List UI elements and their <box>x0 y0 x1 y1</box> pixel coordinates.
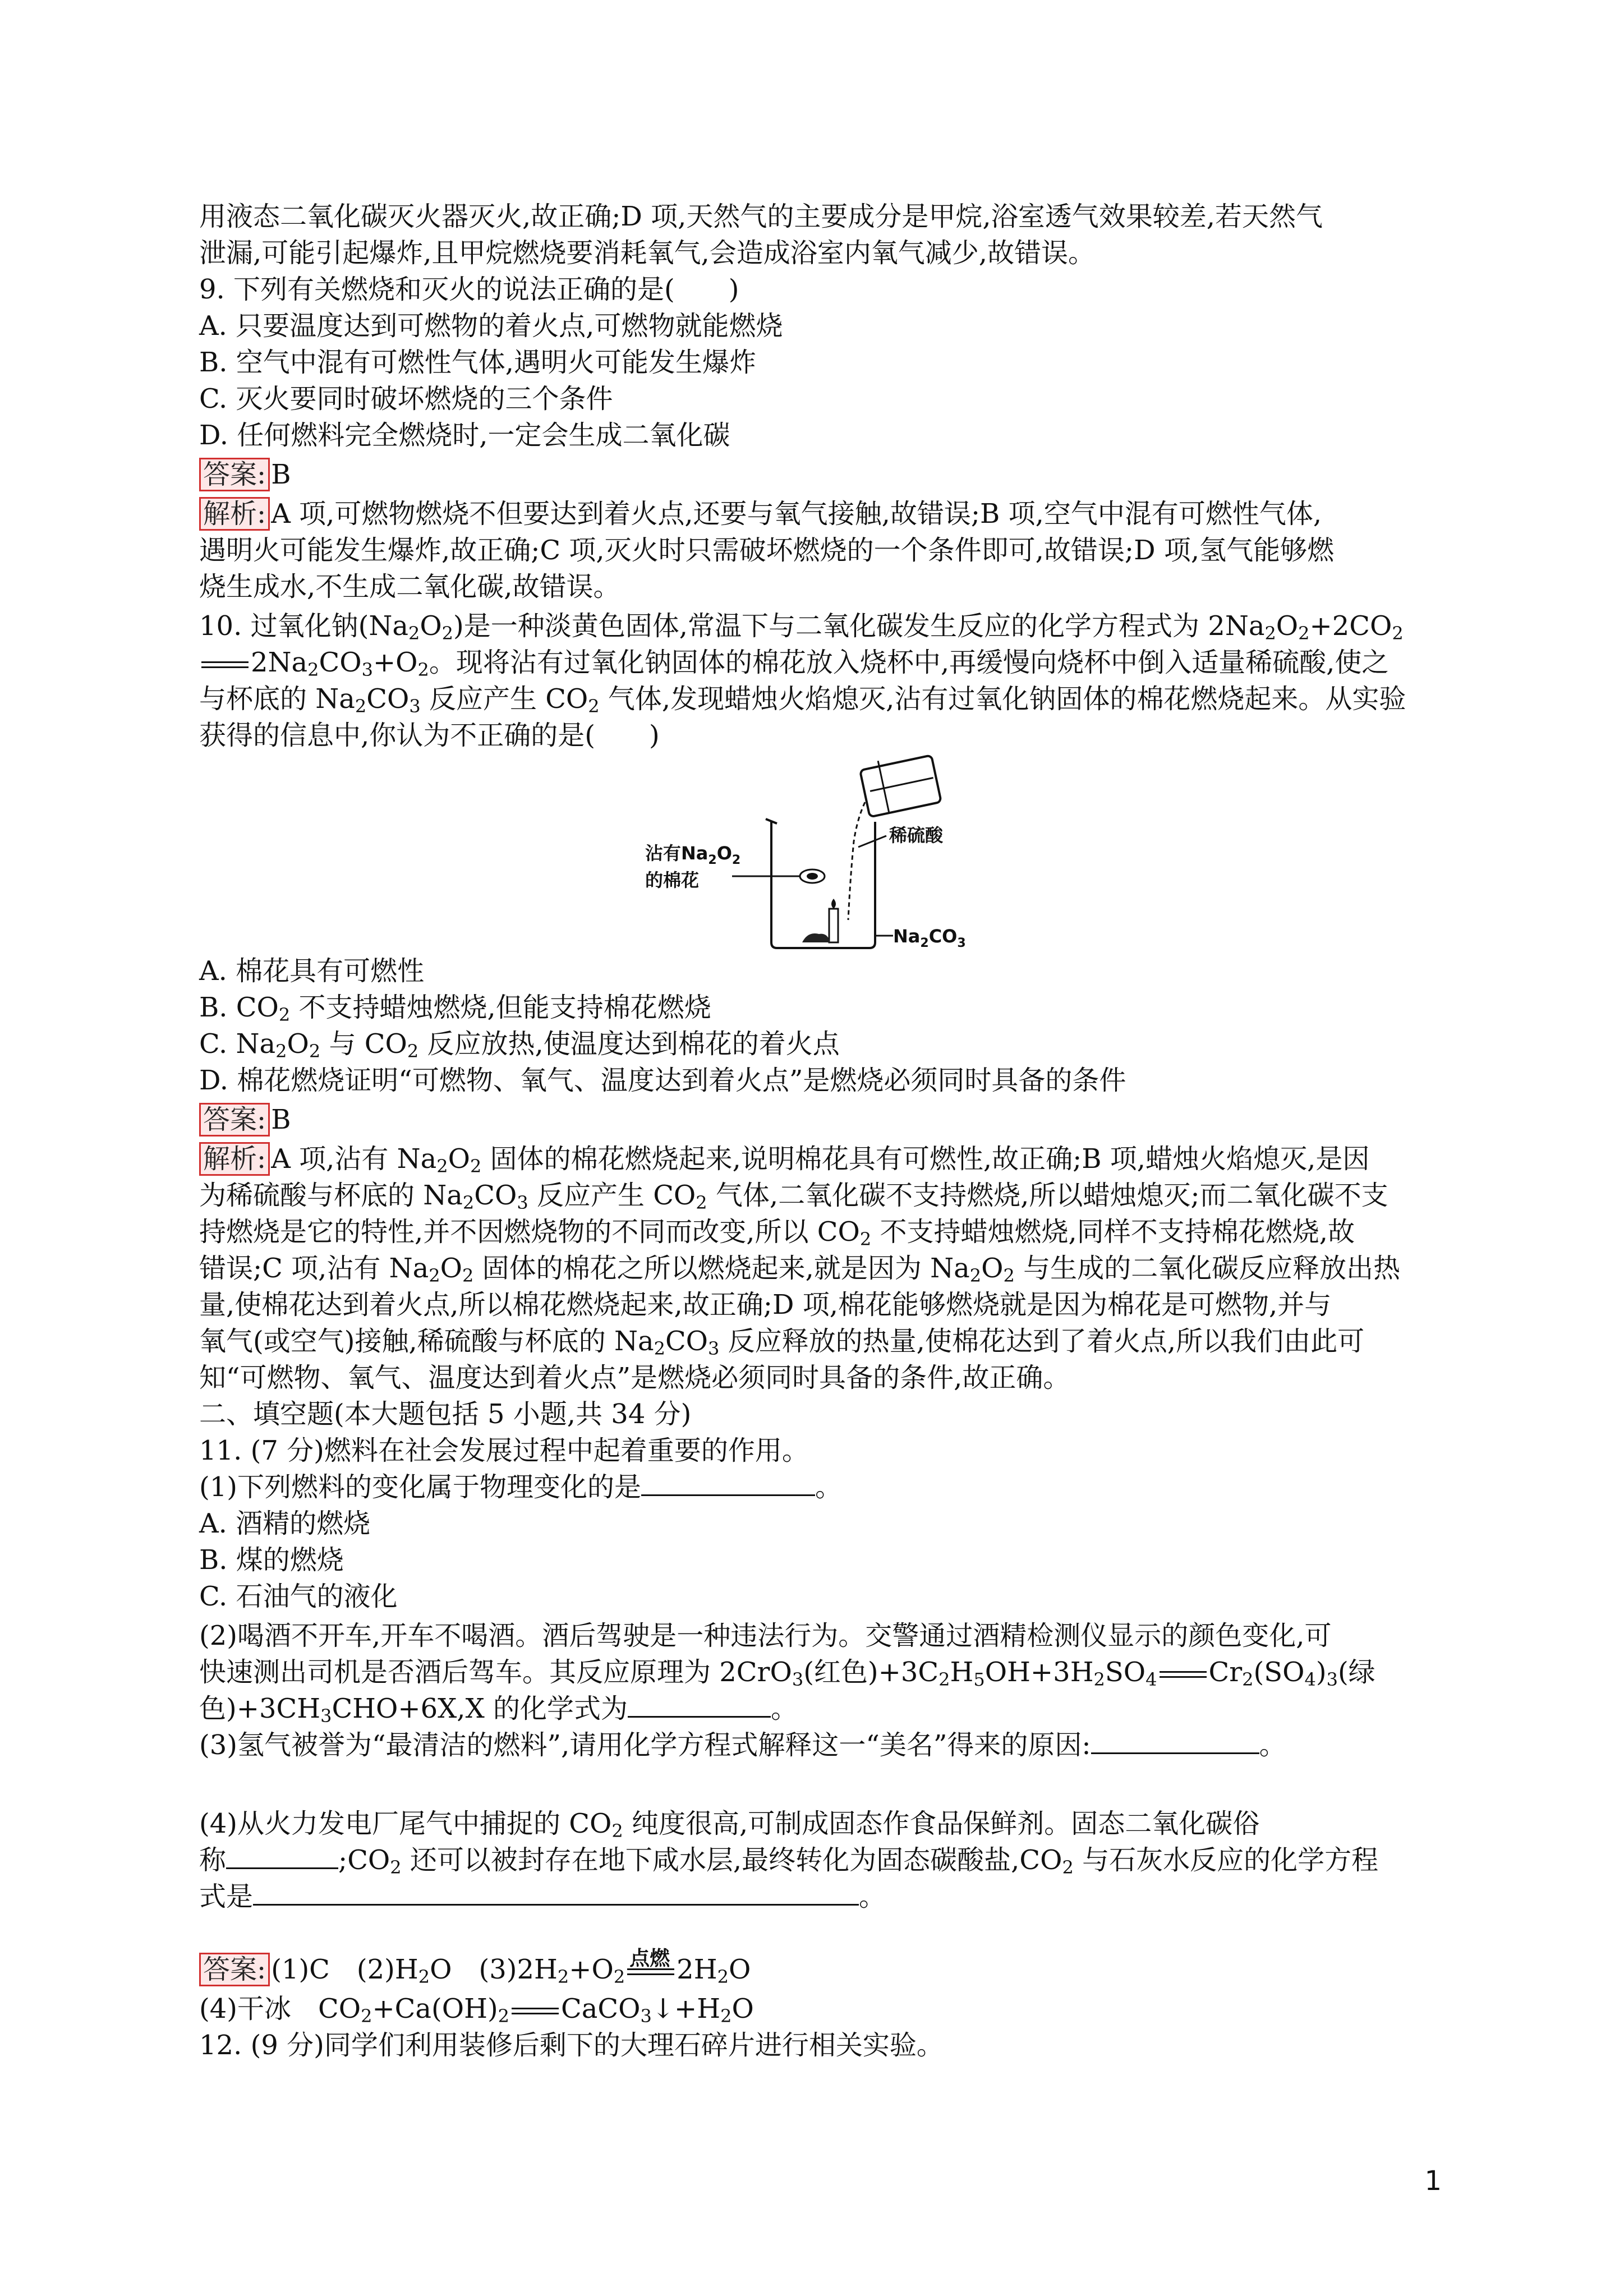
option-c: C. 灭火要同时破坏燃烧的三个条件 <box>199 383 613 415</box>
option-d: D. 棉花燃烧证明“可燃物、氧气、温度达到着火点”是燃烧必须同时具备的条件 <box>199 1065 1126 1096</box>
option-a: A. 棉花具有可燃性 <box>199 955 425 987</box>
analysis-line <box>199 496 1322 531</box>
beaker-icon <box>771 822 875 948</box>
equals-sign <box>627 1946 674 1975</box>
question-stem: 9. 下列有关燃烧和灭火的说法正确的是( ) <box>199 274 739 305</box>
option-c: C. 石油气的液化 <box>199 1581 398 1612</box>
answer-value: B <box>271 459 291 490</box>
option-b: B. 煤的燃烧 <box>199 1544 344 1576</box>
answer-line <box>199 457 291 492</box>
solid-icon <box>802 933 830 942</box>
analysis-text: 知“可燃物、氧气、温度达到着火点”是燃烧必须同时具备的条件,故正确。 <box>199 1362 1070 1393</box>
figure-label-acid: 稀硫酸 <box>889 825 944 846</box>
option-b: B. $CO_2$ 不支持蜡烛燃烧,但能支持棉花燃烧 <box>199 992 711 1025</box>
question-part: 式是 。 <box>199 1881 886 1912</box>
question-stem: 10. 过氧化钠$(Na_2O_2)$是一种淡黄色固体,常温下与二氧化碳发生反应的化学方程式为 $2Na_2O_2+2CO_2$ <box>199 610 1404 644</box>
pour-stream <box>848 802 865 920</box>
text-line: 用液态二氧化碳灭火器灭火,故正确;D 项,天然气的主要成分是甲烷,浴室透气效果较差,若天然气 <box>199 201 1323 232</box>
answer-line <box>199 1102 291 1137</box>
analysis-text: 持燃烧是它的特性,并不因燃烧物的不同而改变,所以 $CO_2$ 不支持蜡烛燃烧,同样不支持棉花燃烧,故 <box>199 1216 1355 1250</box>
answer-blank[interactable] <box>1091 1730 1259 1754</box>
analysis-text: A 项,可燃物燃烧不但要达到着火点,还要与氧气接触,故错误;B 项,空气中混有可燃性气体, <box>271 498 1322 530</box>
figure-label-cotton: 沾有$Na_2O_2$ <box>645 843 741 867</box>
analysis-text: 错误;C 项,沾有 $Na_2O_2$ 固体的棉花之所以燃烧起来,就是因为 $Na_2O_2$ 与生成的二氧化碳反应释放出热 <box>199 1253 1401 1286</box>
option-b: B. 空气中混有可燃性气体,遇明火可能发生爆炸 <box>199 347 757 378</box>
question-stem: 11. (7 分)燃料在社会发展过程中起着重要的作用。 <box>199 1435 809 1466</box>
answer-line: (4)干冰 $CO_2+Ca(OH)_2$ $CaCO_3↓+H_2O$ <box>199 1993 754 2027</box>
text-line: 泄漏,可能引起爆炸,且甲烷燃烧要消耗氧气,会造成浴室内氧气减少,故错误。 <box>199 237 1096 269</box>
question-stem: 获得的信息中,你认为不正确的是( ) <box>199 720 660 751</box>
answer-tag: 答案: <box>199 1103 270 1137</box>
answer-value: B <box>271 1104 291 1135</box>
analysis-text: 遇明火可能发生爆炸,故正确;C 项,灭火时只需破坏燃烧的一个条件即可,故错误;D 项,氢气能够燃 <box>199 535 1335 566</box>
answer-blank[interactable] <box>226 1845 338 1869</box>
candle-icon <box>829 909 838 942</box>
option-a: A. 酒精的燃烧 <box>199 1508 371 1539</box>
option-a: A. 只要温度达到可燃物的着火点,可燃物就能燃烧 <box>199 310 783 342</box>
analysis-line: 解析: A 项,沾有 $Na_2O_2$ 固体的棉花燃烧起来,说明棉花具有可燃性,故正确;B 项,蜡烛火焰熄灭,是因 <box>199 1142 1369 1184</box>
analysis-text: 氧气(或空气)接触,稀硫酸与杯底的 $Na_2CO_3$ 反应释放的热量,使棉花达到了着火点,所以我们由此可 <box>199 1326 1365 1359</box>
analysis-text: 为稀硫酸与杯底的 $Na_2CO_3$ 反应产生 $CO_2$ 气体,二氧化碳不支持燃烧,所以蜡烛熄灭;而二氧化碳不支 <box>199 1180 1388 1213</box>
equals-sign <box>512 2008 559 2014</box>
analysis-tag: 解析: <box>199 497 270 531</box>
answer-blank[interactable] <box>628 1694 771 1718</box>
question-part: 快速测出司机是否酒后驾车。其反应原理为 2CrO$_3$(红色)$+3C_2H_5OH+3H_2SO_4$ $Cr_2(SO_4)_3$(绿 <box>199 1657 1375 1690</box>
equals-sign <box>1160 1671 1207 1678</box>
question-part: (4)从火力发电厂尾气中捕捉的 $CO_2$ 纯度很高,可制成固态作食品保鲜剂。固态二氧化碳俗 <box>199 1808 1260 1842</box>
option-c: C. $Na_2O_2$ 与 $CO_2$ 反应放热,使温度达到棉花的着火点 <box>199 1028 840 1062</box>
question-part: 称 $;CO_2$ 还可以被封存在地下咸水层,最终转化为固态碳酸盐$,CO_2$ 与石灰水反应的化学方程 <box>199 1844 1379 1878</box>
analysis-tag: 解析: <box>199 1142 270 1176</box>
question-stem: 与杯底的 $Na_2CO_3$ 反应产生 $CO_2$ 气体,发现蜡烛火焰熄灭,沾有过氧化钠固体的棉花燃烧起来。从实验 <box>199 683 1406 717</box>
answer-tag: 答案: <box>199 458 270 491</box>
answer-tag: 答案: <box>199 1953 270 1986</box>
question-part: (2)喝酒不开车,开车不喝酒。酒后驾驶是一种违法行为。交警通过酒精检测仪显示的颜色变化,可 <box>199 1620 1332 1651</box>
question-part: (3)氢气被誉为“最清洁的燃料”,请用化学方程式解释这一“美名”得来的原因: 。 <box>199 1729 1286 1761</box>
figure-label-cotton2: 的棉花 <box>645 869 700 891</box>
bottle-icon <box>859 750 941 817</box>
experiment-figure <box>634 752 966 965</box>
page-number: 1 <box>1424 2165 1442 2197</box>
question-part: 色)$+3CH_3CHO+6X,X$ 的化学式为 。 <box>199 1693 798 1727</box>
question-stem: 12. (9 分)同学们利用装修后剩下的大理石碎片进行相关实验。 <box>199 2030 944 2061</box>
answer-blank[interactable] <box>253 1881 859 1906</box>
question-stem: $2Na_2CO_3+O_2$。现将沾有过氧化钠固体的棉花放入烧杯中,再缓慢向烧杯中倒入适量稀硫酸,使之 <box>199 645 1388 687</box>
condition-label: 点燃 <box>629 1946 670 1970</box>
answer-line: 答案: (1)C $(2)H_2O$ $(3)2H_2+O_2$ 点燃 $2H_2O$ <box>199 1952 751 1994</box>
analysis-text: 量,使棉花达到着火点,所以棉花燃烧起来,故正确;D 项,棉花能够燃烧就是因为棉花是可燃物,并与 <box>199 1289 1332 1320</box>
section-heading: 二、填空题(本大题包括 5 小题,共 34 分) <box>199 1398 692 1430</box>
figure-label-na2co3: $Na_2CO_3$ <box>893 926 966 950</box>
equals-sign <box>201 661 249 668</box>
option-d: D. 任何燃料完全燃烧时,一定会生成二氧化碳 <box>199 420 730 451</box>
analysis-text: 烧生成水,不生成二氧化碳,故错误。 <box>199 571 620 602</box>
answer-blank[interactable] <box>641 1472 815 1496</box>
flame-icon <box>831 899 836 909</box>
question-part: (1)下列燃料的变化属于物理变化的是 。 <box>199 1471 843 1503</box>
